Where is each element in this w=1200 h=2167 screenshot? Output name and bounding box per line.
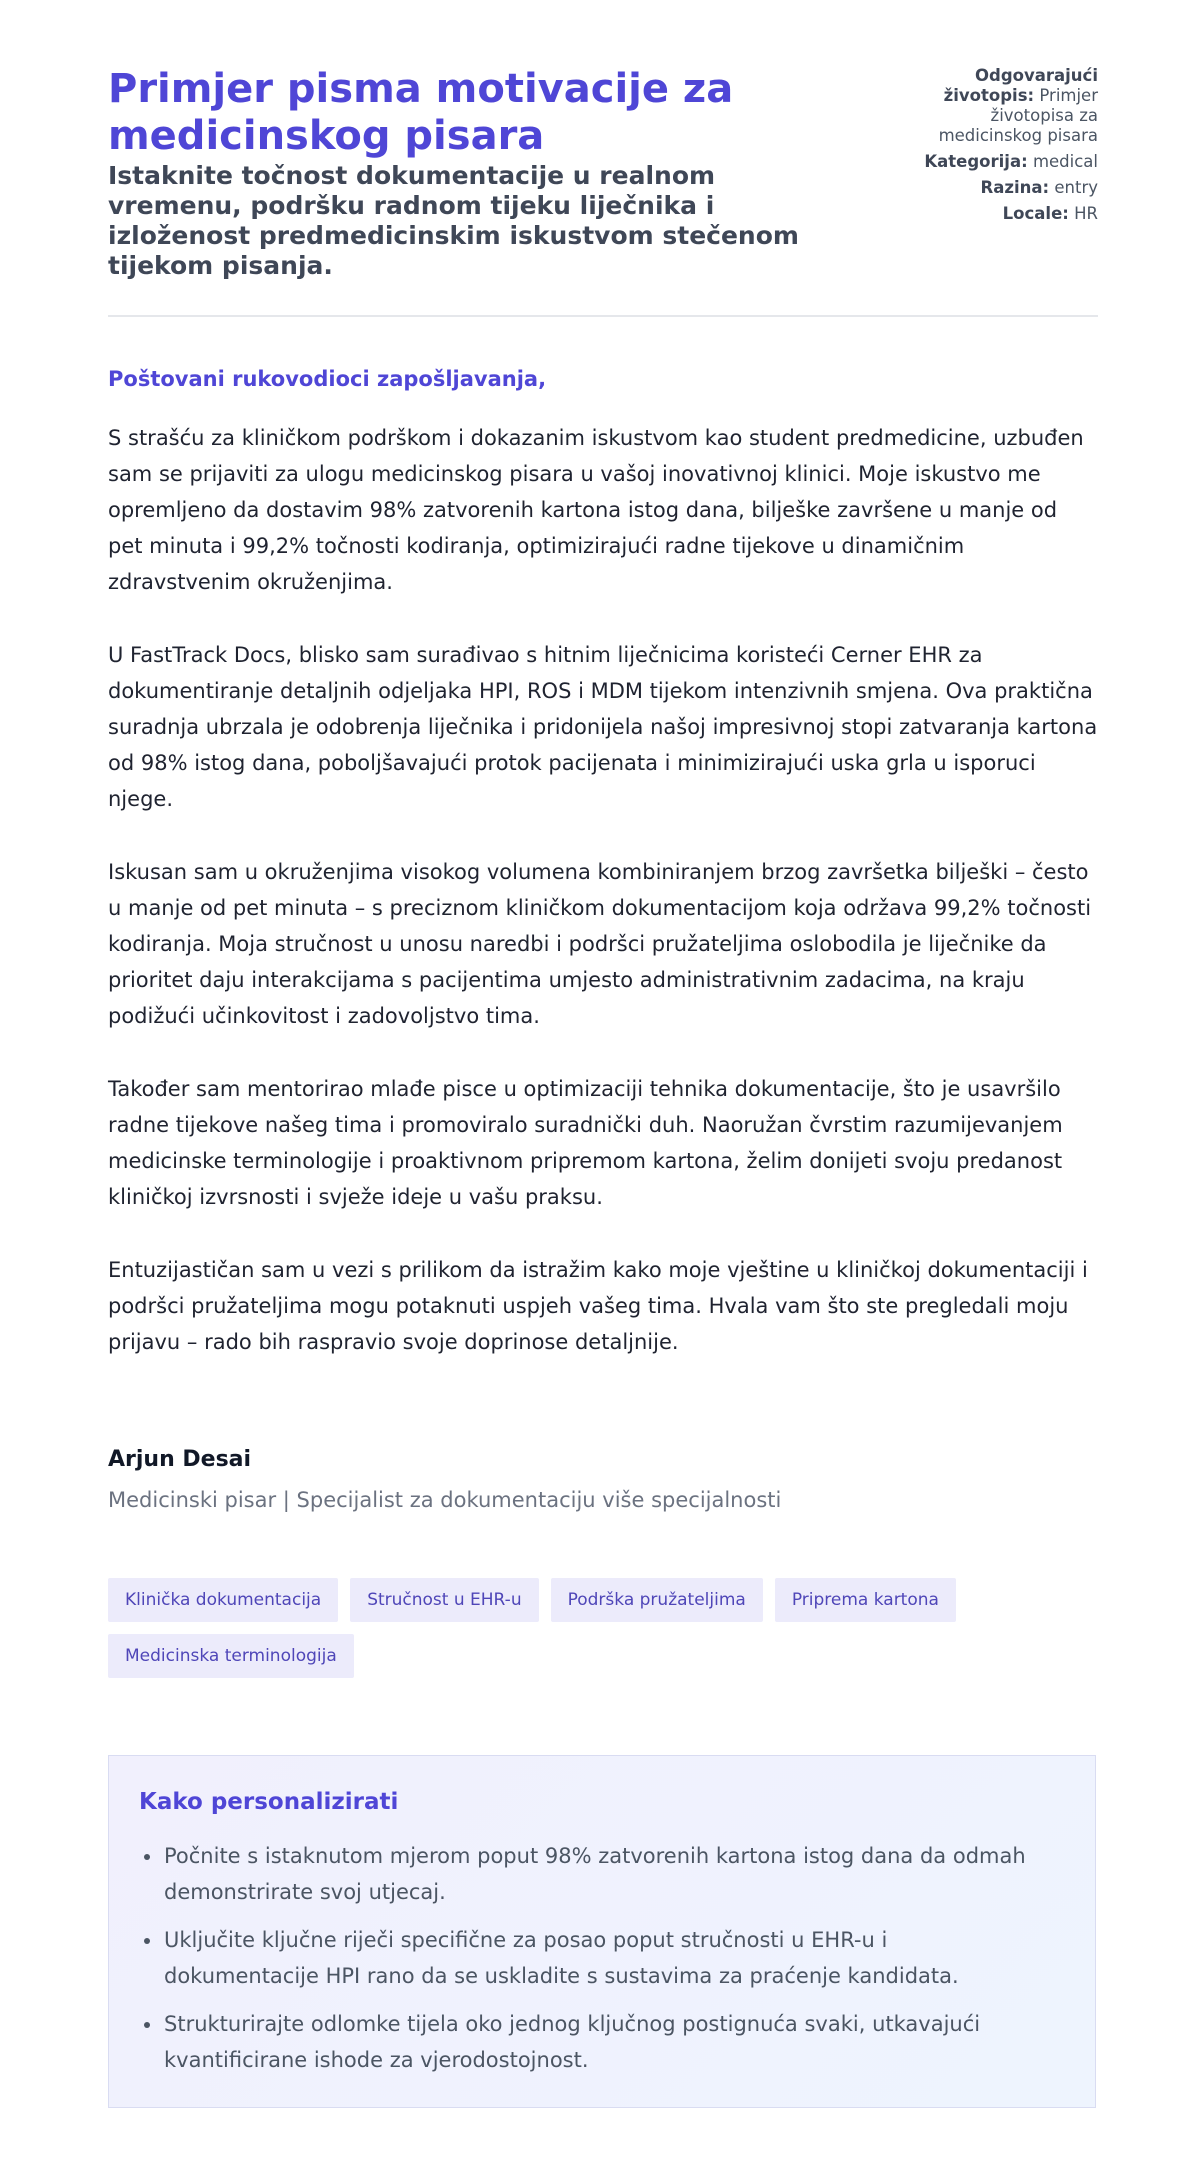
tip-item: Počnite s istaknutom mjerom poput 98% zatvorenih kartona istog dana da odmah demonstrirate svoj utjecaj. <box>164 1838 1044 1910</box>
meta-locale-value: HR <box>1074 204 1098 223</box>
letter-body <box>108 420 1098 1397</box>
meta-category-label: Kategorija: <box>924 152 1028 171</box>
skill-tags <box>108 1578 1098 1678</box>
tip-item: Strukturirajte odlomke tijela oko jednog ključnog postignuća svaki, utkavajući kvantificirane ishode za vjerodostojnost. <box>164 2006 1044 2078</box>
personalization-tips-box <box>108 1755 1096 2108</box>
tip-item: Uključite ključne riječi specifične za posao poput stručnosti u EHR-u i dokumentacije HPI rano da se uskladite s sustavima za praćenje kandidata. <box>164 1922 1044 1994</box>
meta-level-value: entry <box>1054 178 1098 197</box>
meta-locale <box>888 204 1098 224</box>
skill-tag: Podrška pružateljima <box>551 1578 763 1622</box>
meta-resume <box>888 66 1098 146</box>
page-header <box>108 66 1098 316</box>
letter-paragraph: U FastTrack Docs, blisko sam surađivao s hitnim liječnicima koristeći Cerner EHR za dokumentiranje detaljnih odjeljaka HPI, ROS i MDM tijekom intenzivnih smjena. Ova praktična suradnja ubrzala je odobrenja liječnika i pridonijela našoj impresivnoj stopi zatvaranja kartona od 98% istog dana, poboljšavajući protok pacijenata i minimizirajući uska grla u isporuci njege. <box>108 643 1098 811</box>
page-subtitle: Istaknite točnost dokumentacije u realnom vremenu, podršku radnom tijeku liječnika i izloženost predmedicinskim iskustvom stečenom tijekom pisanja. <box>108 161 799 280</box>
page-title: Primjer pisma motivacije za medicinskog pisara <box>108 66 734 159</box>
meta-level <box>888 178 1098 198</box>
skill-tag: Stručnost u EHR-u <box>350 1578 538 1622</box>
meta-category-value: medical <box>1032 152 1098 171</box>
letter-paragraph: Entuzijastičan sam u vezi s prilikom da istražim kako moje vještine u kliničkoj dokumentaciji i podršci pružateljima mogu potaknuti uspjeh vašeg tima. Hvala vam što ste pregledali moju prijavu – rado bih raspravio svoje doprinose detaljnije. <box>108 1258 1088 1354</box>
meta-level-label: Razina: <box>980 178 1050 197</box>
signature-title: Medicinski pisar | Specijalist za dokumentaciju više specijalnosti <box>108 1488 782 1512</box>
meta-resume-label: Odgovarajući životopis: <box>943 66 1098 105</box>
meta-resume-value: Primjer životopisa za medicinskog pisara <box>938 86 1098 145</box>
skill-tag: Medicinska terminologija <box>108 1634 354 1678</box>
meta-category <box>888 152 1098 172</box>
meta-panel <box>888 66 1098 230</box>
letter-paragraph: S strašću za kliničkom podrškom i dokazanim iskustvom kao student predmedicine, uzbuđen sam se prijaviti za ulogu medicinskog pisara u vašoj inovativnoj klinici. Moje iskustvo me opremljeno da dostavim 98% zatvorenih kartona istog dana, bilješke završene u manje od pet minuta i 99,2% točnosti kodiranja, optimizirajući radne tijekove u dinamičnim zdravstvenim okruženjima. <box>108 426 1084 594</box>
tips-title: Kako personalizirati <box>139 1789 399 1815</box>
signature-block <box>108 1446 1098 1514</box>
header-divider <box>108 315 1098 317</box>
signature-name: Arjun Desai <box>108 1447 252 1472</box>
skill-tag: Priprema kartona <box>775 1578 956 1622</box>
meta-locale-label: Locale: <box>1002 204 1069 223</box>
letter-paragraph: Iskusan sam u okruženjima visokog volumena kombiniranjem brzog završetka bilješki – često u manje od pet minuta – s preciznom kliničkom dokumentacijom koja održava 99,2% točnosti kodiranja. Moja stručnost u unosu naredbi i podršci pružateljima oslobodila je liječnike da prioritet daju interakcijama s pacijentima umjesto administrativnim zadacima, na kraju podižući učinkovitost i zadovoljstvo tima. <box>108 860 1092 1028</box>
tips-list <box>164 1838 1044 2090</box>
letter-paragraph: Također sam mentorirao mlađe pisce u optimizaciji tehnika dokumentacije, što je usavršilo radne tijekove našeg tima i promoviralo suradnički duh. Naoružan čvrstim razumijevanjem medicinske terminologije i proaktivnom pripremom kartona, želim donijeti svoju predanost kliničkoj izvrsnosti i svježe ideje u vašu praksu. <box>108 1077 1063 1209</box>
letter-salutation: Poštovani rukovodioci zapošljavanja, <box>108 367 547 391</box>
skill-tag: Klinička dokumentacija <box>108 1578 338 1622</box>
